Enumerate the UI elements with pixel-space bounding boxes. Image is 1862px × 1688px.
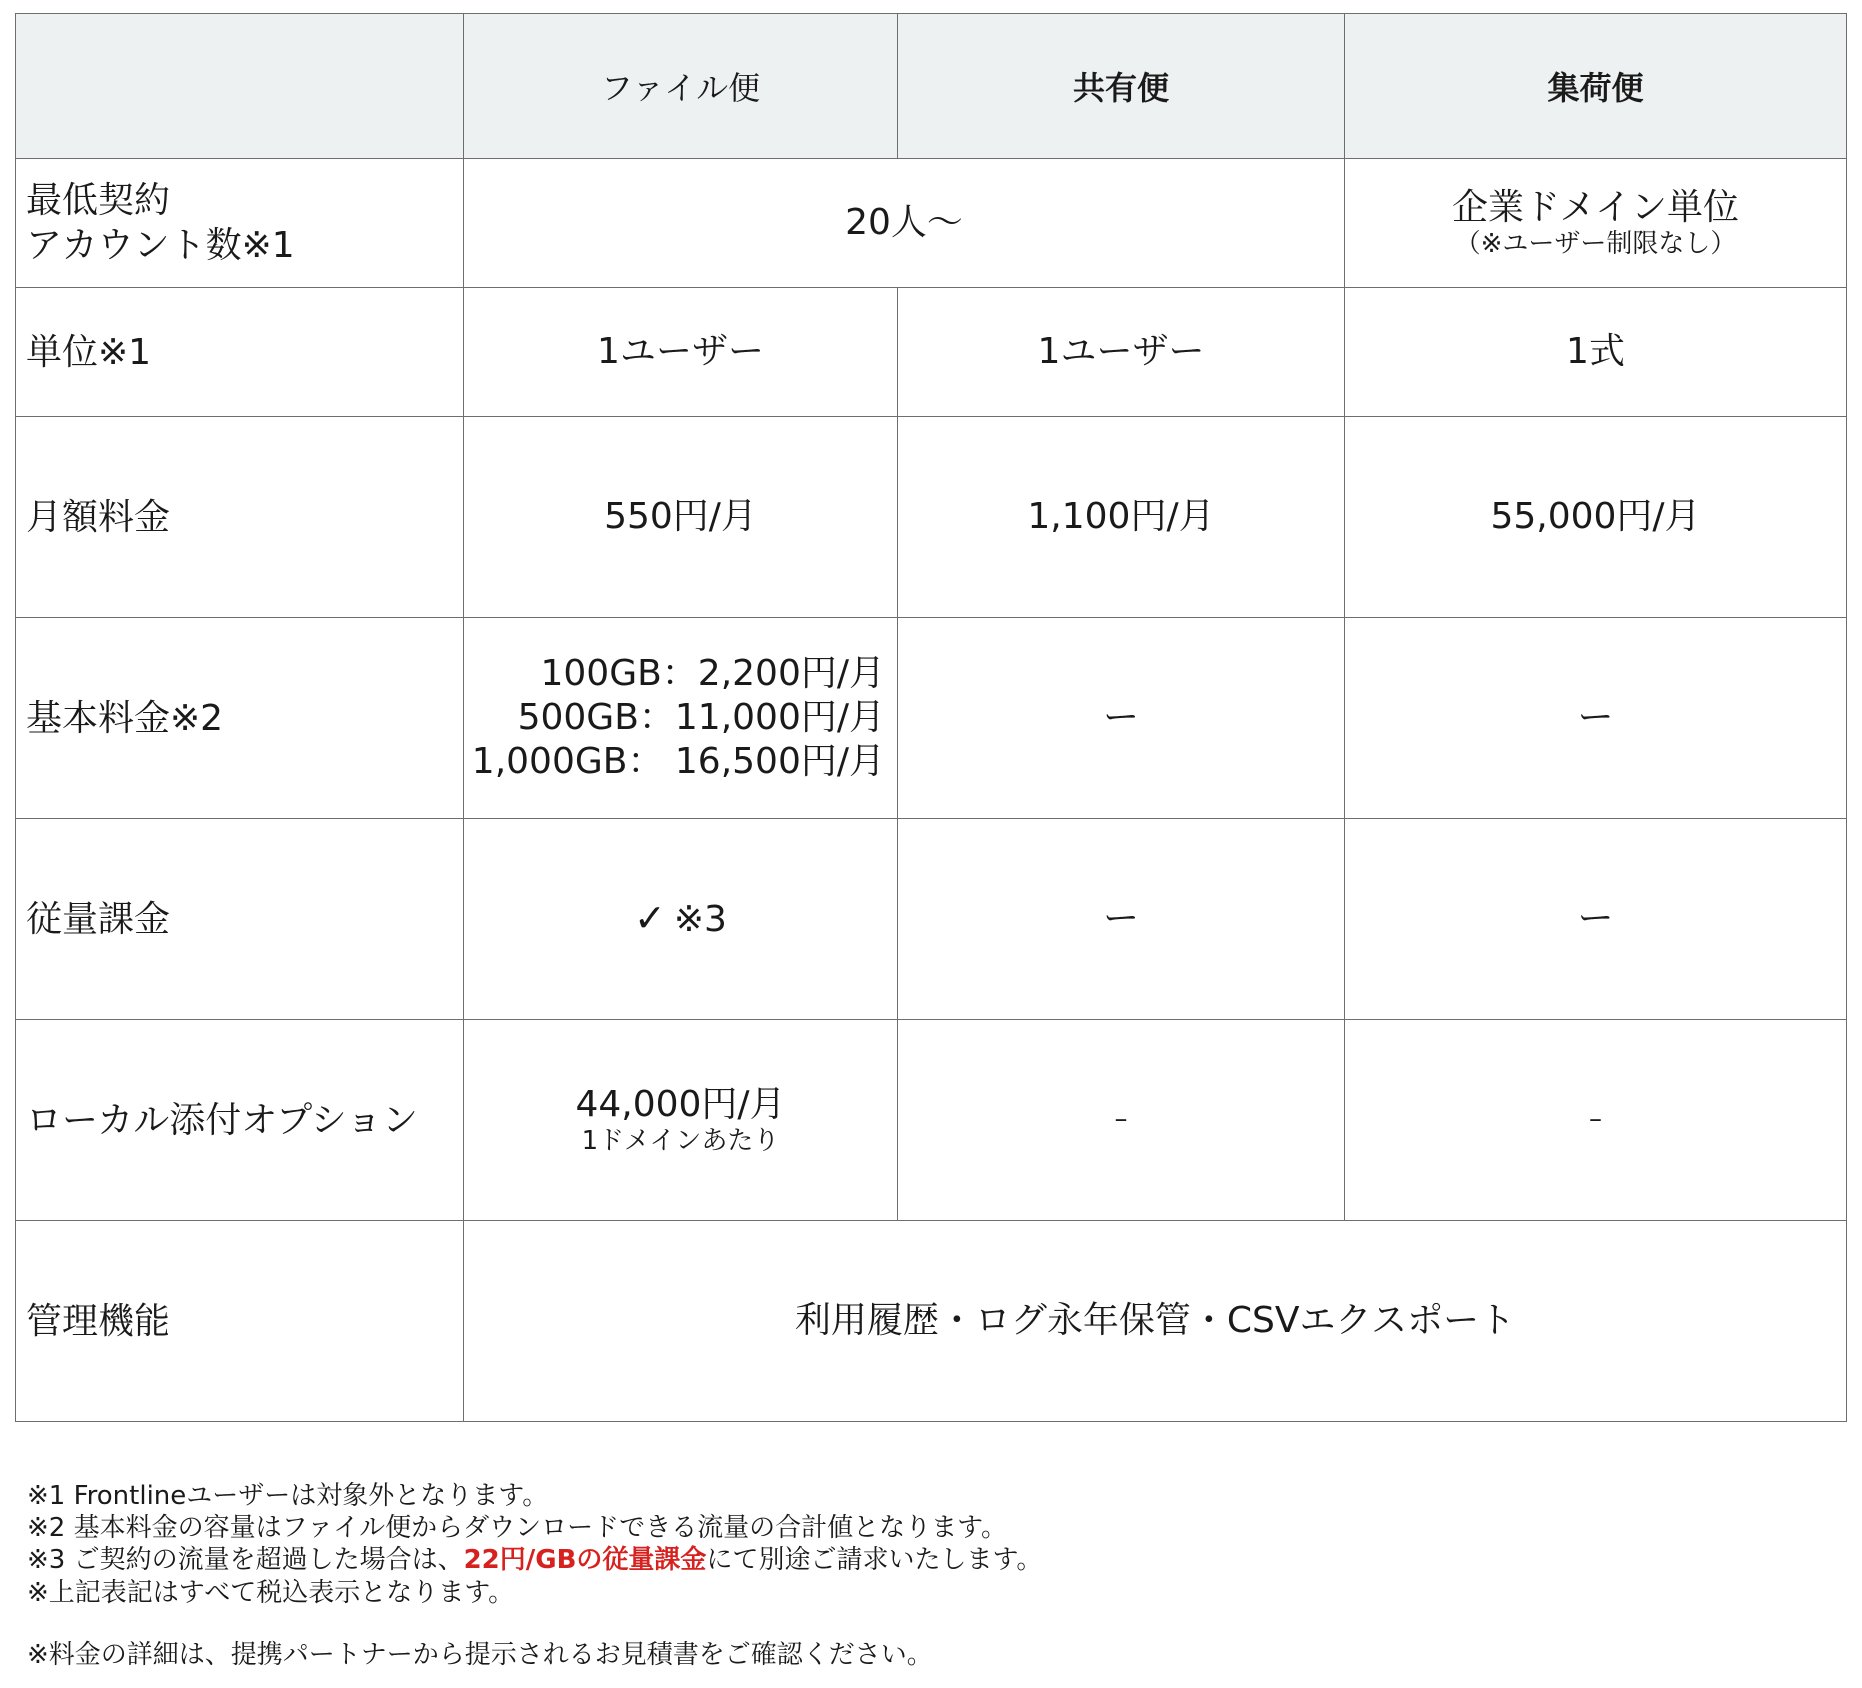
row-label-line: アカウント数※1	[26, 225, 295, 266]
header-file-service: ファイル便	[464, 14, 898, 159]
metered-pickup: ー	[1345, 819, 1847, 1020]
table-row	[16, 288, 1847, 417]
min-accounts-pickup-note: （※ユーザー制限なし）	[1454, 228, 1737, 259]
row-label-unit: 単位※1	[16, 288, 464, 417]
row-label-monthly: 月額料金	[16, 417, 464, 618]
local-attach-file	[464, 1020, 898, 1221]
basic-pickup: ー	[1345, 618, 1847, 819]
basic-price-line: 100GB：2,200円/月	[540, 653, 885, 695]
basic-share: ー	[898, 618, 1345, 819]
min-accounts-file-share: 20人～	[464, 159, 1345, 288]
row-label-basic: 基本料金※2	[16, 618, 464, 819]
header-pickup-service: 集荷便	[1345, 14, 1847, 159]
local-attach-pickup: –	[1345, 1020, 1847, 1221]
check-icon: ✓	[634, 896, 666, 941]
footnote-1: ※1 Frontlineユーザーは対象外となります。	[27, 1481, 549, 1511]
basic-price-line: 1,000GB： 16,500円/月	[471, 740, 885, 782]
footnotes	[27, 1480, 1042, 1671]
header-row	[16, 14, 1847, 159]
footnote-3-prefix: ※3 ご契約の流量を超過した場合は、	[27, 1545, 464, 1576]
table-row	[16, 417, 1847, 618]
local-attach-note: 1ドメインあたり	[581, 1125, 780, 1156]
row-label-metered: 従量課金	[16, 819, 464, 1020]
table-row	[16, 159, 1847, 288]
table-row	[16, 819, 1847, 1020]
footnote-3-highlight: 22円/GBの従量課金	[463, 1545, 707, 1576]
local-attach-share: –	[898, 1020, 1345, 1221]
row-label-line: 最低契約	[26, 180, 171, 221]
pricing-table	[15, 13, 1847, 1422]
min-accounts-pickup	[1345, 159, 1847, 288]
row-label-admin: 管理機能	[16, 1221, 464, 1422]
unit-file: 1ユーザー	[464, 288, 898, 417]
metered-share: ー	[898, 819, 1345, 1020]
header-empty-cell	[16, 14, 464, 159]
unit-share: 1ユーザー	[898, 288, 1345, 417]
table-row	[16, 1020, 1847, 1221]
basic-file	[464, 618, 898, 819]
monthly-share: 1,100円/月	[898, 417, 1345, 618]
row-label-min-accounts	[16, 159, 464, 288]
min-accounts-pickup-value: 企業ドメイン単位	[1452, 187, 1739, 229]
row-label-local-attach: ローカル添付オプション	[16, 1020, 464, 1221]
metered-file-note: ※3	[673, 899, 727, 941]
admin-features: 利用履歴・ログ永年保管・CSVエクスポート	[464, 1221, 1847, 1422]
unit-pickup: 1式	[1345, 288, 1847, 417]
metered-file	[464, 819, 898, 1020]
footnote-gap	[27, 1609, 1042, 1639]
monthly-file: 550円/月	[464, 417, 898, 618]
footnote-4: ※上記表記はすべて税込表示となります。	[27, 1577, 515, 1608]
footnote-2: ※2 基本料金の容量はファイル便からダウンロードできる流量の合計値となります。	[27, 1513, 1007, 1544]
footnote-3	[27, 1544, 1042, 1576]
header-share-service: 共有便	[898, 14, 1345, 159]
table-row	[16, 618, 1847, 819]
local-attach-price: 44,000円/月	[575, 1084, 786, 1126]
basic-price-line: 500GB：11,000円/月	[517, 697, 885, 739]
monthly-pickup: 55,000円/月	[1345, 417, 1847, 618]
footnote-5: ※料金の詳細は、提携パートナーから提示されるお見積書をご確認ください。	[27, 1639, 933, 1670]
table-row	[16, 1221, 1847, 1422]
footnote-3-suffix: にて別途ご請求いたします。	[706, 1545, 1043, 1576]
